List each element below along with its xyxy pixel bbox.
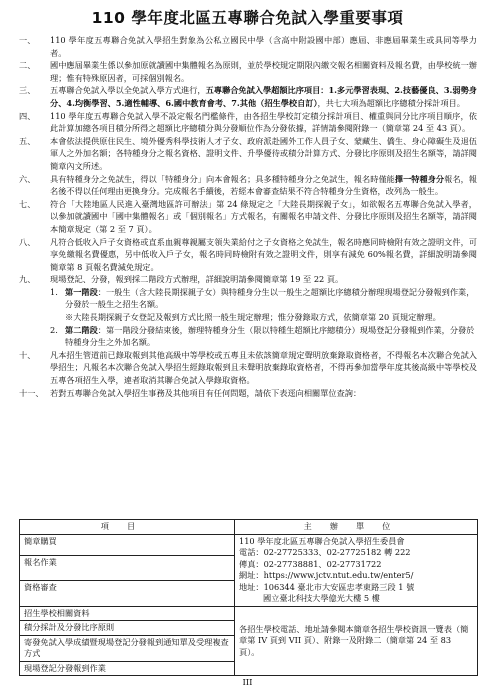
stage-number: 1. <box>50 286 58 297</box>
item-number: 二、 <box>19 60 36 71</box>
item-text: 凡符合低收入戶子女資格或直系血親尊親屬支領失業給付之子女資格之免試生，報名時應同時檢附有效之證明文件，可享免繳報名費優惠，另中低收入戶子女，報名時同時檢附有效之證明文件，則享有減免 60%報名費，詳細說明請參閱簡章第 8 頁報名費減免規定。 <box>50 236 477 272</box>
table-header-row <box>20 520 478 535</box>
table-row <box>20 606 478 621</box>
stage-label: 第二階段 <box>65 324 98 335</box>
list-item <box>19 84 477 109</box>
item-text-emphasis: 五專聯合免試入學超額比序項目：1.多元學習表現、2.技藝優良、3.弱勢身分、4.均衡學習、5.適性輔導、6.國中教育會考、7.其他（招生學校自訂） <box>50 85 477 108</box>
item-number: 三、 <box>19 85 36 96</box>
unit-fax: 傳真：02-27738881、02-27731722 <box>239 558 382 569</box>
table-cell-item: 簡章購買 <box>20 534 235 555</box>
item-number: 一、 <box>19 35 36 45</box>
item-text: 本會依法提供原住民生、境外優秀科學技術人才子女、政府派赴國外工作人員子女、蒙藏生、僑生、身心障礙生及退伍軍人之外加名額；各特種身分之報名資格、證明文件、升學優待或積分計算方式、分發比序原則及招生名額等，請詳閱簡章內文所述。 <box>50 135 477 171</box>
list-item <box>19 135 477 173</box>
item-text <box>50 173 477 198</box>
item-text: 110 學年度五專聯合免試入學招生對象為公私立國民中學（含高中附設國中部）應屆、非應屆畢業生或具同等學力者。 <box>50 35 477 58</box>
item-text-part: 五專聯合免試入學以全免試入學方式進行， <box>50 85 206 96</box>
item-number: 八、 <box>19 236 36 247</box>
notice-list <box>19 34 477 399</box>
item-number: 六、 <box>19 173 36 184</box>
item-text-part: 報名，報名後不得以任何理由更換身分。完成報名手續後，若經本會審查結果不符合特種身分生資格，改列為一般生。 <box>50 173 477 197</box>
item-text: 若對五專聯合免試入學招生事務及其他項目有任何問題，請依下表逕向相關單位查詢： <box>50 387 362 398</box>
stage-note: ※大陸長期探親子女登記及報到方式比照一般生規定辦理；惟分發錄取方式，依簡章第 20 頁規定辦理。 <box>65 312 441 323</box>
unit-address-building: 國立臺北科技大學億光大樓 5 樓 <box>263 593 380 603</box>
stage-text <box>65 324 477 349</box>
list-item <box>19 198 477 236</box>
item-text: 符合「大陸地區人民進入臺灣地區許可辦法」第 24 條規定之「大陸長期探親子女」，如欲報名五專聯合免試入學者，以參加就讀國中「國中集體報名」或「個別報名」方式報名，有關報名申請文件、分發比序原則及招生名額等，請詳閱本簡章規定（第 2 至 7 頁）。 <box>50 198 477 234</box>
table-cell-item: 招生學校相關資料 <box>20 606 235 621</box>
table-cell-item: 積分採計及分發比序原則 <box>20 621 235 636</box>
item-text-part: 具有特種身分之免試生，得以「特種身分」向本會報名；具多種特種身分之免試生，報名時僅能 <box>50 173 395 184</box>
item-text: 國中應屆畢業生係以參加原就讀國中集體報名為原則，並於學校規定期限內繳交報名相關資料及報名費，由學校統一辦理；惟有特殊原因者，可採個別報名。 <box>50 60 477 83</box>
item-text: 現場登記、分發，報到採二階段方式辦理，詳細說明請參閱簡章第 19 至 22 頁。 <box>50 274 344 285</box>
stage-label: 第一階段 <box>65 286 98 297</box>
table-cell-unit <box>235 534 478 606</box>
item-number: 十、 <box>19 349 36 360</box>
list-item <box>19 34 477 59</box>
item-text-part: ，共七大項為超額比序總積分採計項目。 <box>317 97 465 108</box>
stage-description: ：一般生（含大陸長期探親子女）與特種身分生以一般生之超額比序總積分辦理現場登記分發報到作業，分發於一般生之招生名額。 <box>65 286 475 310</box>
page-number: III <box>242 678 253 688</box>
table-cell-item: 報名作業 <box>20 555 235 580</box>
unit-phone: 電話：02-27725333、02-27725182 轉 222 <box>239 547 411 557</box>
item-number: 五、 <box>19 135 36 146</box>
list-item <box>19 273 477 286</box>
list-item <box>19 387 477 400</box>
contact-table <box>19 519 478 676</box>
item-text: 110 學年度五專聯合免試入學不設定報名門檻條件，由各招生學校訂定積分採計項目、權重與同分比序項目順序，依此計算加總各項目積分所得之超額比序總積分與分發順位作為分發依據，詳情請參閱附錄一（簡章第 24 至 43 頁）。 <box>50 110 477 134</box>
list-item <box>19 110 477 135</box>
item-number: 十一、 <box>19 387 44 398</box>
list-item <box>19 59 477 84</box>
unit-name: 110 學年度北區五專聯合免試入學招生委員會 <box>239 535 405 546</box>
stage-item <box>50 324 477 349</box>
page-title: 110 學年度北區五專聯合免試入學重要事項 <box>91 9 404 27</box>
stage-number: 2. <box>50 324 58 335</box>
column-header-item: 項目 <box>20 520 235 535</box>
table-cell-item: 現場登記分發報到作業 <box>20 661 235 676</box>
stage-item <box>50 286 477 311</box>
list-item <box>19 173 477 198</box>
item-number: 七、 <box>19 198 36 209</box>
item-text-emphasis: 擇一特種身分 <box>394 173 445 184</box>
table-row <box>20 534 478 555</box>
table-cell-item: 資格審查 <box>20 581 235 607</box>
item-text <box>50 84 477 109</box>
column-header-unit: 主辦單位 <box>235 520 478 535</box>
list-item <box>19 236 477 274</box>
table-cell-unit: 各招生學校電話、地址請參閱本簡章各招生學校資訊一覽表（簡章第 IV 頁到 VII 頁）、附錄一及附錄二（簡章第 24 至 83 頁）。 <box>235 606 478 676</box>
item-number: 九、 <box>19 274 36 285</box>
unit-website: 網址：https://www.jctv.ntut.edu.tw/enter5/ <box>239 570 414 580</box>
item-text: 凡本招生管道前已錄取報到其他高級中等學校或五專且未依該簡章規定聲明放棄錄取資格者，不得報名本次聯合免試入學招生；凡報名本次聯合免試入學招生經錄取報到且未聲明放棄錄取資格者，不得再參加當學年度其後高級中等學校及五專各項招生入學，違者取消其聯合免試入學錄取資格。 <box>50 349 477 386</box>
stage-description: ：第一階段分發結束後，辦理特種身分生（限以特種生超額比序總積分）現場登記分發報到作業，分發於特種身分生之外加名額。 <box>65 324 475 348</box>
item-number: 四、 <box>19 110 36 121</box>
unit-address: 地址：106344 臺北市大安區忠孝東路三段 1 號 <box>239 581 415 592</box>
list-item <box>19 349 477 387</box>
table-cell-item: 寄發免試入學成績暨現場登記分發報到通知單及受理複查方式 <box>20 635 235 661</box>
stage-text <box>65 286 477 311</box>
